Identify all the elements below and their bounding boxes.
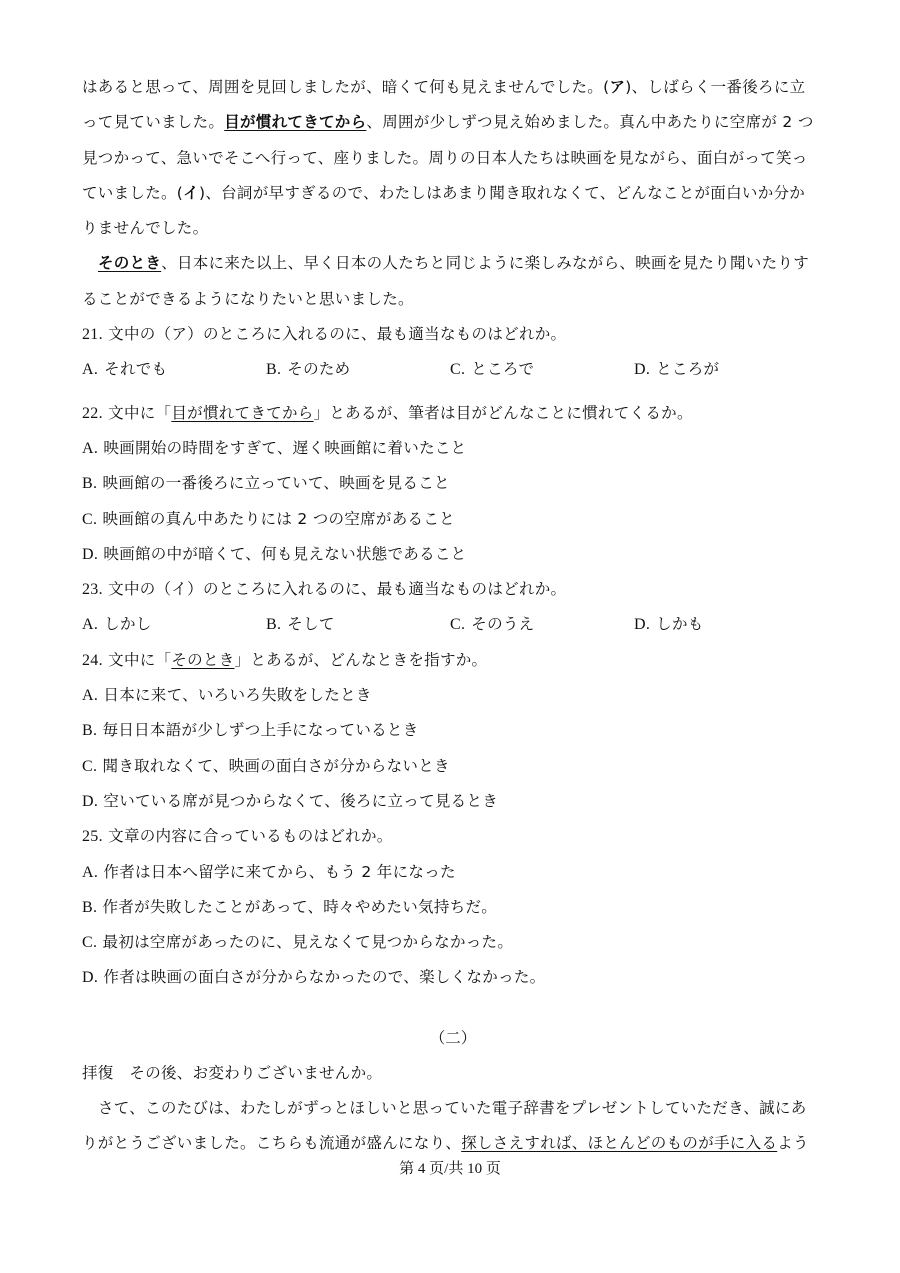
question-stem: 24. 文中に「そのとき」とあるが、どんなときを指すか。	[82, 650, 488, 669]
question-number: 21.	[82, 326, 103, 344]
passage-line: ることができるようになりたいと思いました。	[82, 289, 414, 308]
question-stem	[82, 572, 824, 607]
option-a[interactable]: A. それでも	[82, 360, 168, 379]
passage-line: りませんでした。	[82, 219, 209, 238]
passage-line	[82, 246, 824, 281]
question-stem	[82, 317, 824, 352]
section-2	[82, 1020, 824, 1162]
question-number: 25.	[82, 828, 103, 846]
option-d[interactable]: D. 作者は映画の面白さが分からなかったので、楽しくなかった。	[82, 968, 546, 987]
blank-marker-a: ア	[609, 78, 626, 96]
option-d[interactable]: D. しかも	[634, 615, 704, 634]
option-a[interactable]: A. 映画開始の時間をすぎて、遅く映画館に着いたこと	[82, 438, 467, 457]
section-title: （二）	[429, 1028, 477, 1047]
question-text: 文中の（イ）のところに入れるのに、最も適当なものはどれか。	[108, 580, 567, 599]
passage-text: 、周囲が少しずつ見え始めました。真ん中あたりに空席が 2 つ	[366, 113, 814, 132]
option-d[interactable]: D. 空いている席が見つからなくて、後ろに立って見るとき	[82, 791, 499, 810]
question-stem	[82, 819, 824, 854]
option-b[interactable]: B. 作者が失敗したことがあって、時々やめたい気持ちだ。	[82, 897, 498, 916]
question-number: 22.	[82, 404, 103, 422]
underlined-phrase: 目が慣れてきてから	[171, 403, 314, 422]
question-23	[82, 572, 824, 643]
option-b[interactable]: B. そして	[266, 615, 335, 634]
passage-line	[82, 176, 824, 211]
option-c[interactable]: C. 最初は空席があったのに、見えなくて見つからなかった。	[82, 933, 514, 952]
underlined-phrase: 探しさえすれば、ほとんどのものが手に入る	[461, 1134, 778, 1153]
options-row	[82, 607, 824, 642]
passage-line: 見つかって、急いでそこへ行って、座りました。周りの日本人たちは映画を見ながら、面白がって笑っ	[82, 148, 808, 167]
underlined-phrase: 目が慣れてきてから	[224, 113, 367, 132]
option-b[interactable]: B. 毎日日本語が少しずつ上手になっているとき	[82, 721, 419, 740]
option-c[interactable]: C. 映画館の真ん中あたりには 2 つの空席があること	[82, 509, 455, 528]
letter-line: りがとうございました。こちらも流通が盛んになり、探しさえすれば、ほとんどのものが手に入るよう	[82, 1134, 809, 1153]
letter-line: さて、このたびは、わたしがずっとほしいと思っていた電子辞書をプレゼントしていただき、誠にあ	[98, 1099, 807, 1118]
option-c[interactable]: C. そのうえ	[450, 615, 535, 634]
passage-text: って見ていました。	[82, 113, 225, 132]
passage-text: 、日本に来た以上、早く日本の人たちと同じように楽しみながら、映画を見たり聞いたりす	[161, 254, 810, 273]
question-21	[82, 317, 824, 388]
passage-text: ていました。(	[82, 183, 184, 202]
passage-text: )、台詞が早すぎるので、わたしはあまり聞き取れなくて、どんなことが面白いか分か	[198, 183, 806, 202]
question-22	[82, 396, 824, 572]
option-a[interactable]: A. しかし	[82, 615, 152, 634]
question-text: 文中の（ア）のところに入れるのに、最も適当なものはどれか。	[108, 325, 567, 344]
letter-greeting: 拝復 その後、お変わりございませんか。	[82, 1063, 383, 1082]
question-number: 24.	[82, 651, 103, 669]
spacer	[82, 388, 824, 396]
question-25	[82, 819, 824, 995]
passage-text: はあると思って、周囲を見回しましたが、暗くて何も見えませんでした。(	[82, 78, 610, 96]
option-b[interactable]: B. そのため	[266, 360, 351, 379]
passage	[82, 70, 824, 317]
document-body	[82, 70, 824, 1162]
passage-text: )、しばらく一番後ろに立	[625, 78, 806, 96]
blank-marker-i: イ	[183, 183, 199, 202]
option-d[interactable]: D. ところが	[634, 360, 720, 379]
option-a[interactable]: A. 作者は日本へ留学に来てから、もう 2 年になった	[82, 862, 456, 881]
question-24	[82, 643, 824, 819]
option-b[interactable]: B. 映画館の一番後ろに立っていて、映画を見ること	[82, 474, 450, 493]
option-a[interactable]: A. 日本に来て、いろいろ失敗をしたとき	[82, 686, 372, 705]
passage-line	[82, 105, 824, 140]
option-c[interactable]: C. ところで	[450, 360, 535, 379]
question-stem: 22. 文中に「目が慣れてきてから」とあるが、筆者は目がどんなことに慣れてくるか。	[82, 403, 693, 422]
underlined-phrase: そのとき	[171, 650, 235, 669]
page-footer: 第 4 页/共 10 页	[399, 1161, 501, 1177]
underlined-phrase: そのとき	[98, 254, 162, 273]
question-text: 文章の内容に合っているものはどれか。	[108, 827, 393, 846]
passage-line	[82, 70, 824, 105]
option-c[interactable]: C. 聞き取れなくて、映画の面白さが分からないとき	[82, 756, 450, 775]
options-row	[82, 352, 824, 387]
option-d[interactable]: D. 映画館の中が暗くて、何も見えない状態であること	[82, 544, 467, 563]
question-number: 23.	[82, 581, 103, 599]
